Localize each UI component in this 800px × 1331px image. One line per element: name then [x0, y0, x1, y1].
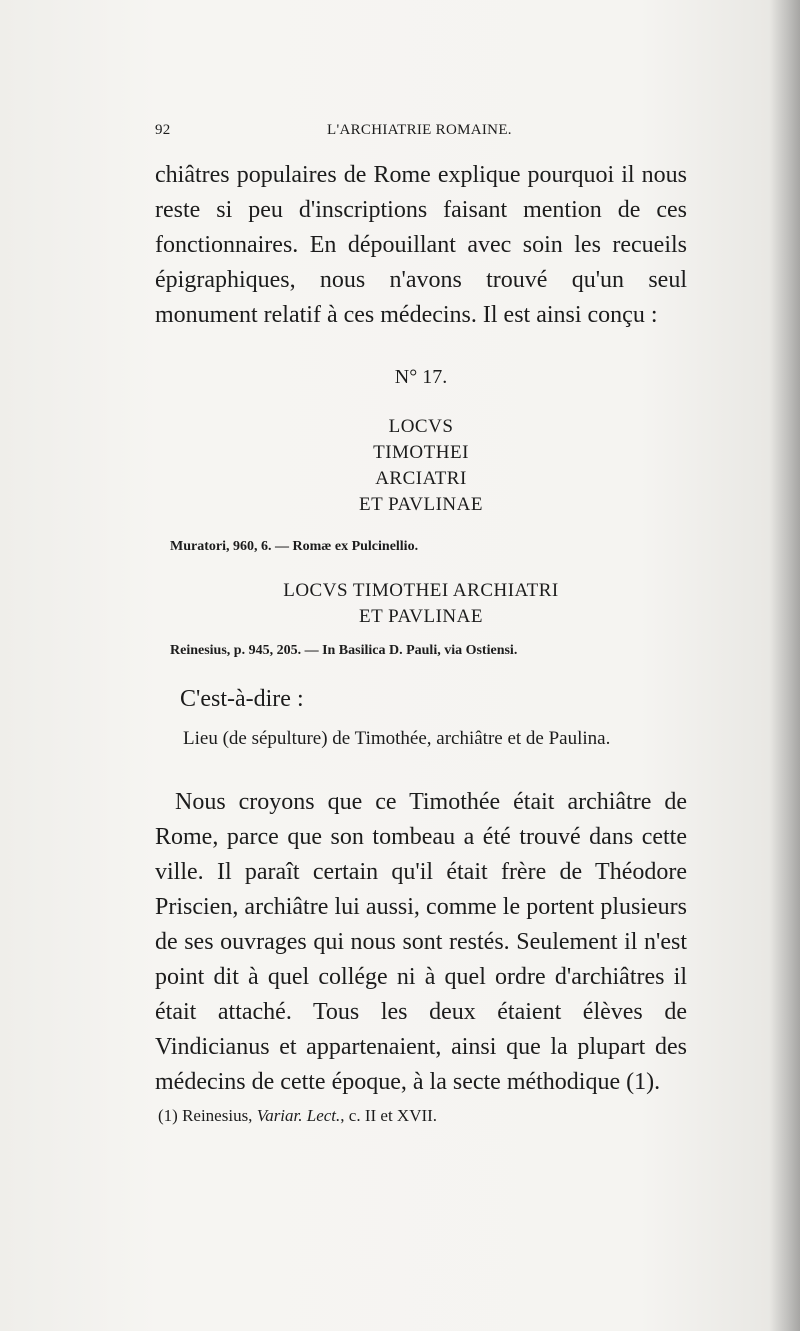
inscription-2-source: Reinesius, p. 945, 205. — In Basilica D. Pauli, via Ostiensi. — [170, 643, 518, 658]
inscription-line: TIMOTHEI — [373, 442, 469, 463]
translation-line: Lieu (de sépulture) de Timothée, archiâtre et de Paulina. — [183, 728, 611, 749]
page-edge-shadow — [770, 0, 800, 1331]
inscription-line: LOCVS TIMOTHEI ARCHIATRI — [283, 580, 559, 601]
inscription-line: ET PAVLINAE — [359, 606, 483, 627]
footnote-marker: (1) — [158, 1106, 178, 1125]
footnote-rest: , c. II et XVII. — [340, 1106, 438, 1125]
paragraph-intro: chiâtres populaires de Rome explique pourquoi il nous reste si peu d'inscriptions faisant mention de ces fonctionnaires. En dépouillant avec soin les recueils épigraphiques, nous n'avons trouvé qu'un seul monument relatif à ces médecins. Il est ainsi conçu : — [155, 162, 687, 328]
running-header — [155, 122, 685, 146]
running-title: L'ARCHIATRIE ROMAINE. — [327, 122, 512, 138]
footnote-author: Reinesius, — [182, 1106, 253, 1125]
inscription-line: ET PAVLINAE — [359, 494, 483, 515]
footnote — [158, 1106, 678, 1126]
inscription-1 — [155, 414, 687, 518]
inscription-1-source: Muratori, 960, 6. — Romæ ex Pulcinellio. — [170, 539, 419, 554]
cest-a-dire-label: C'est-à-dire : — [180, 686, 304, 712]
inscription-number: N° 17. — [394, 366, 448, 388]
inscription-2 — [155, 578, 687, 630]
paragraph-timothee: Nous croyons que ce Timothée était archiâtre de Rome, parce que son tombeau a été trouvé dans cette ville. Il paraît certain qu'il était frère de Théodore Priscien, archiâtre lui aussi, comme le portent plusieurs de ses ouvrages qui nous sont restés. Seulement il n'est point dit à quel collége ni à quel ordre d'archiâtres il était attaché. Tous les deux étaient élèves de Vindicianus et appartenaient, ainsi que la plupart des médecins de cette époque, à la secte méthodique (1). — [155, 789, 687, 1095]
inscription-line: LOCVS — [388, 416, 454, 437]
page-number: 92 — [155, 122, 171, 138]
inscription-line: ARCIATRI — [375, 468, 467, 489]
footnote-work: Variar. Lect. — [256, 1106, 341, 1125]
